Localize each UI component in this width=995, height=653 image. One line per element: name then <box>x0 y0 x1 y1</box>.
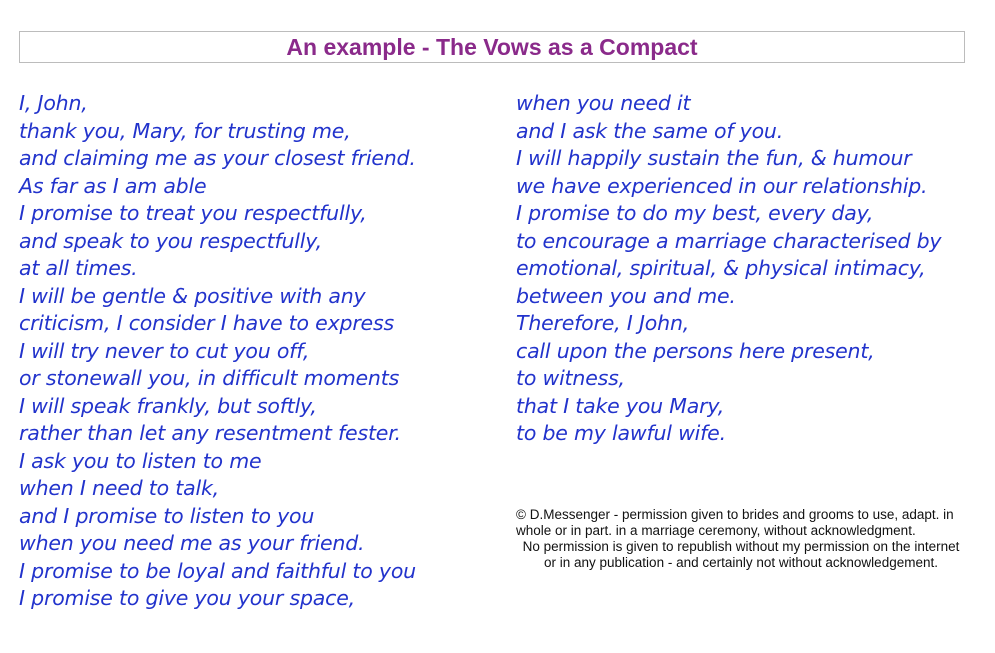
vow-line: to witness, <box>516 366 625 390</box>
vow-line: to be my lawful wife. <box>516 421 726 445</box>
vow-line: I ask you to listen to me <box>19 448 262 473</box>
vow-line: I will happily sustain the fun, & humour <box>516 146 912 170</box>
vow-line: rather than let any resentment fester. <box>19 421 401 445</box>
vow-line: and speak to you respectfully, <box>19 228 322 253</box>
vow-line: at all times. <box>19 256 138 280</box>
vow-line: I promise to be loyal and faithful to you <box>19 558 416 583</box>
vow-line: or stonewall you, in difficult moments <box>19 366 400 390</box>
vow-line: thank you, Mary, for trusting me, <box>19 118 351 143</box>
vow-line: when I need to talk, <box>19 476 219 500</box>
vow-line: I promise to give you your space, <box>19 586 355 610</box>
vow-line: I, John, <box>19 91 88 115</box>
vow-line: emotional, spiritual, & physical intimacy, <box>516 256 926 280</box>
page-title: An example - The Vows as a Compact <box>286 33 698 60</box>
vow-line: As far as I am able <box>19 173 207 198</box>
vow-line: that I take you Mary, <box>516 393 725 418</box>
vows-right-column <box>516 90 941 448</box>
vow-line: and I promise to listen to you <box>19 503 315 528</box>
vows-left-column <box>19 90 416 613</box>
vow-line: and I ask the same of you. <box>516 118 784 143</box>
vow-line: between you and me. <box>516 283 736 308</box>
vow-line: I will be gentle & positive with any <box>19 283 366 308</box>
vow-line: call upon the persons here present, <box>516 338 875 363</box>
title-box <box>19 31 965 63</box>
copyright-notice <box>516 507 966 571</box>
vow-line: to encourage a marriage characterised by <box>516 228 942 253</box>
vow-line: when you need me as your friend. <box>19 531 365 555</box>
restriction-text: No permission is given to republish without my permission on the internet or in any publication - and certainly not without acknowledgement. <box>522 539 960 570</box>
vow-line: criticism, I consider I have to express <box>19 311 394 335</box>
vow-line: Therefore, I John, <box>516 311 690 335</box>
vow-line: and claiming me as your closest friend. <box>19 146 416 170</box>
vow-line: I promise to do my best, every day, <box>516 201 874 225</box>
vow-line: we have experienced in our relationship. <box>516 173 928 198</box>
vow-line: I will speak frankly, but softly, <box>19 393 317 418</box>
permission-text: © D.Messenger - permission given to brides and grooms to use, adapt. in whole or in part. in a marriage ceremony, without acknowledgment. <box>516 507 954 538</box>
vow-line: I promise to treat you respectfully, <box>19 201 367 225</box>
vow-line: I will try never to cut you off, <box>19 338 310 363</box>
vow-line: when you need it <box>516 91 691 115</box>
